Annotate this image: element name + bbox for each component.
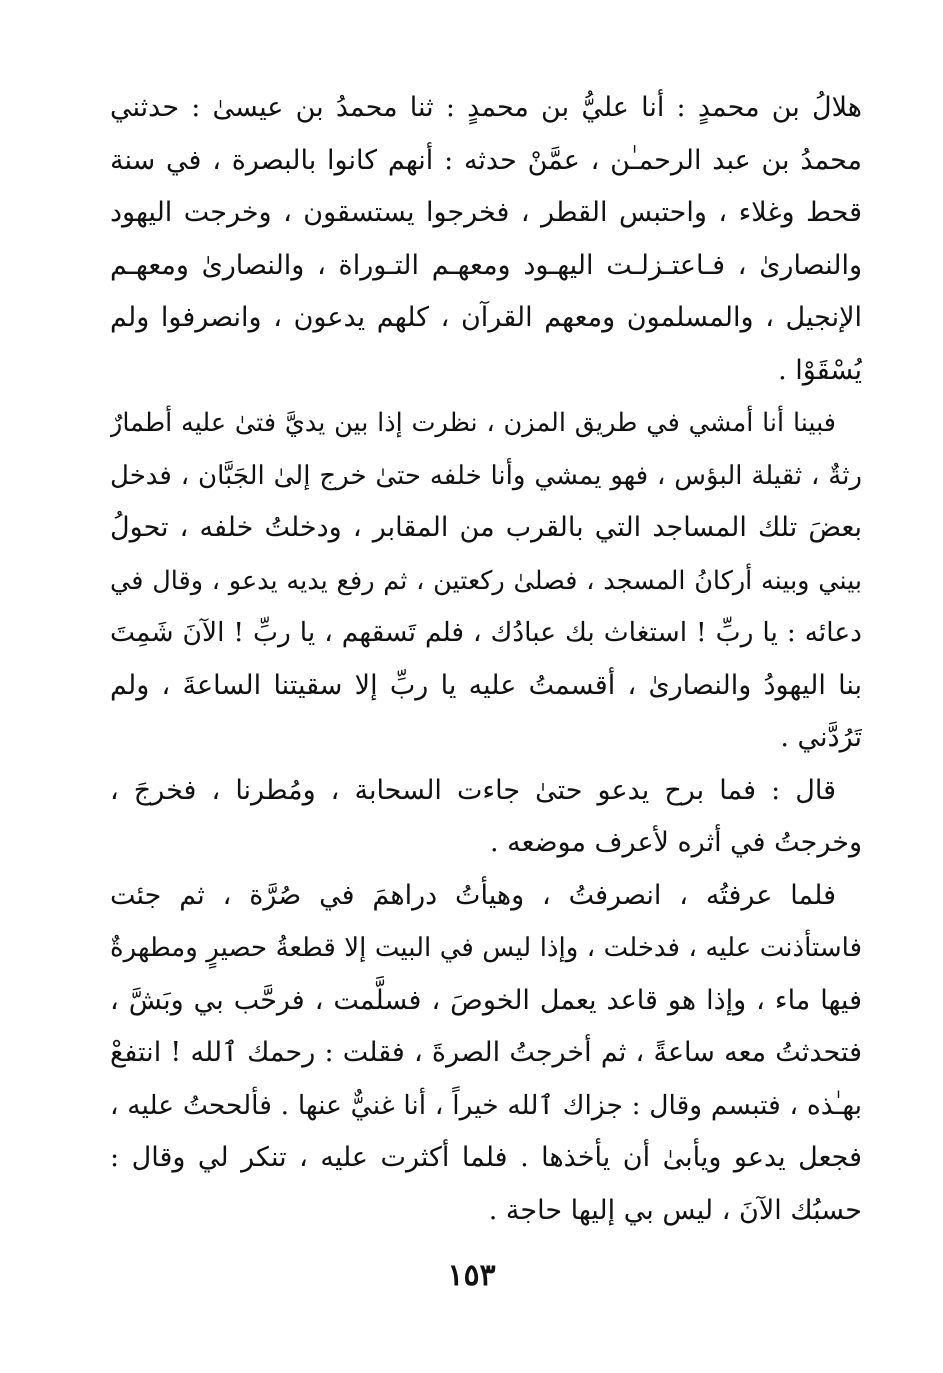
text-line: بهـٰذه ، فتبسم وقال : جزاك ٱلله خيراً ، أنا غنيٌّ عنها . فألححتُ عليه ، [110, 1089, 862, 1121]
text-line: والنصارىٰ ، فـاعتـزلـت اليهـود ومعهـم التـوراة ، والنصارىٰ ومعهـم [110, 249, 862, 281]
text-line: بيني وبينه أركانُ المسجد ، فصلىٰ ركعتين ، ثم رفع يديه يدعو ، وقال في [110, 565, 862, 596]
text-line: الإنجيل ، والمسلمون ومعهم القرآن ، كلهم يدعون ، وانصرفوا ولم [110, 302, 862, 333]
text-line: حسبُك الآنَ ، ليس بي إليها حاجة . [488, 1194, 862, 1226]
text-line: وخرجتُ في أثره لأعرف موضعه . [489, 827, 862, 858]
text-line: تَرُدَّني . [780, 722, 862, 753]
text-line: رثةٌ ، ثقيلة البؤس ، فهو يمشي وأنا خلفه حتىٰ خرج إلىٰ الجَبَّان ، فدخل [110, 460, 862, 491]
paragraph-1 [110, 82, 862, 397]
text-line: دعائه : يا ربِّ ! استغاث بك عبادُك ، فلم تَسقهم ، يا ربِّ ! الآنَ شَمِتَ [110, 617, 862, 648]
text-line: قال : فما برح يدعو حتىٰ جاءت السحابة ، ومُطرنا ، فخرجَ ، [110, 774, 836, 806]
text-line: فيها ماء ، وإذا هو قاعد يعمل الخوصَ ، فسلَّمت ، فرحَّب بي وبَشَّ ، [110, 984, 862, 1016]
text-line: فاستأذنت عليه ، فدخلت ، وإذا ليس في البيت إلا قطعةُ حصيرٍ ومطهرةٌ [110, 933, 862, 963]
text-line: فلما عرفتُه ، انصرفتُ ، وهيأتُ دراهمَ في صُرَّة ، ثم جئت [110, 879, 836, 911]
body-text [110, 82, 862, 1237]
text-line: بعضَ تلك المساجد التي بالقرب من المقابر ، ودخلتُ خلفه ، تحولُ [110, 512, 862, 543]
text-line: هلالُ بن محمدٍ : أنا عليُّ بن محمدٍ : ثنا محمدُ بن عيسىٰ : حدثني [110, 92, 862, 123]
text-line: محمدُ بن عبد الرحمـٰن ، عمَّنْ حدثه : أنهم كانوا بالبصرة ، في سنة [110, 144, 862, 176]
paragraph-4 [110, 870, 862, 1238]
page-number: ١٥٣ [447, 1258, 496, 1293]
paragraph-3 [110, 765, 862, 870]
text-line: قحط وغلاء ، واحتبس القطر ، فخرجوا يستسقون ، وخرجت اليهود [110, 197, 862, 228]
paragraph-2 [110, 397, 862, 765]
text-line: بنا اليهودُ والنصارىٰ ، أقسمتُ عليه يا ربِّ إلا سقيتنا الساعةَ ، ولم [110, 669, 862, 701]
text-line: فبينا أنا أمشي في طريق المزن ، نظرت إذا بين يديَّ فتىٰ عليه أطمارٌ [110, 408, 836, 438]
text-line: فجعل يدعو ويأبىٰ أن يأخذها . فلما أكثرت عليه ، تنكر لي وقال : [110, 1142, 862, 1173]
text-line: يُسْقَوْا . [778, 354, 862, 386]
text-line: فتحدثتُ معه ساعةً ، ثم أخرجتُ الصرةَ ، فقلت : رحمك ٱلله ! انتفعْ [110, 1037, 862, 1068]
